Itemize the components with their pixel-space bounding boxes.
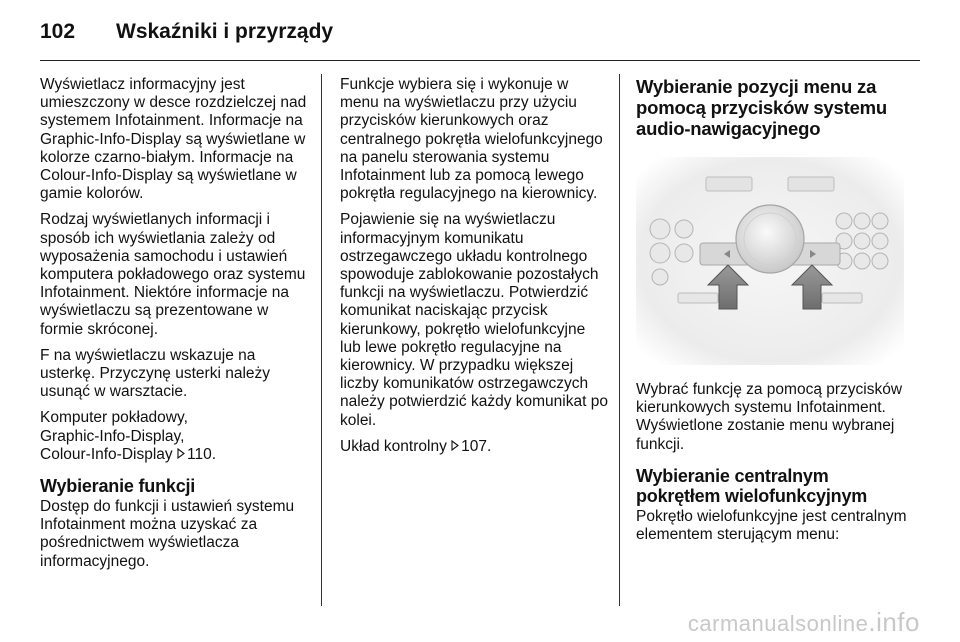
section-heading-audio-buttons: Wybieranie pozycji menu za pomocą przycisków systemu audio-nawigacyjnego [636,76,888,139]
reference-line-1: Komputer pokładowy, [40,409,188,427]
site-watermark: carmanualsonline.info [687,607,920,637]
infotainment-panel-illustration [636,157,904,365]
section-heading-select-function: Wybieranie funkcji [40,476,196,497]
page-title: Wskaźniki i przyrządy [116,20,334,43]
paragraph-function-access: Dostęp do funkcji i ustawień systemu Infotainment można uzyskać za pośrednictwem wyświetlacza informacyjnego. [40,498,295,570]
paragraph-menu-selection: Funkcje wybiera się i wykonuje w menu na wyświetlaczu przy użyciu przycisków kierunkowych oraz centralnego pokrętła wielofunkcyjnego na panelu sterowania systemu Infotainment lub za pomocą lewego pokrętła regulacyjnego na kierownicy. [340,76,603,203]
reference-line-2: Graphic-Info-Display, [40,427,185,445]
paragraph-display-intro: Wyświetlacz informacyjny jest umieszczony w desce rozdzielczej nad systemem Infotainment. Informacje na Graphic-Info-Display są wyświetlane w kolorze czarno-białym. Informacje na Colour-Info-Display są wyświetlane w gamie kolorów. [40,76,307,203]
reference-line-3: Colour-Info-Display [40,445,173,463]
paragraph-multifunction-knob: Pokrętło wielofunkcyjne jest centralnym elementem sterującym menu: [636,507,907,544]
reference-page-link[interactable]: 107. [461,437,492,455]
paragraph-direction-buttons: Wybrać funkcję za pomocą przycisków kierunkowych systemu Infotainment. Wyświetlone zostanie menu wybranej funkcji. [636,381,903,453]
reference-triangle-icon [451,438,459,456]
column-divider-left [321,74,322,606]
reference-text: Układ kontrolny [340,437,447,455]
paragraph-display-content: Rodzaj wyświetlanych informacji i sposób ich wyświetlania zależy od wyposażenia samochodu i ustawień komputera pokładowego oraz systemu Infotainment. Niektóre informacje na wyświetlaczu są prezentowane w formie skróconej. [40,211,306,338]
paragraph-warning-messages: Pojawienie się na wyświetlaczu informacyjnym komunikatu ostrzegawczego układu kontrolnego spowoduje zablokowanie pozostałych funkcji na wyświetlaczu. Potwierdzić komunikat naciskając przycisk kierunkowy, pokrętło wielofunkcyjne lub lewe pokrętło regulacyjne na kierownicy. W przypadku większej liczby komunikatów ostrzegawczych należy potwierdzić każdy komunikat po kolei. [340,211,608,429]
paragraph-check-control-ref [340,438,610,456]
text-column-1 [40,76,312,579]
column-divider-right [619,74,620,606]
reference-triangle-icon [177,446,185,464]
paragraph-cross-reference [40,409,312,464]
page-header [40,14,920,60]
text-column-2 [340,76,610,464]
header-divider [40,60,920,61]
reference-page-link[interactable]: 110. [186,445,217,463]
paragraph-fault-indicator: F na wyświetlaczu wskazuje na usterkę. Przyczynę usterki należy usunąć w warsztacie. [40,346,271,401]
section-heading-multifunction-knob: Wybieranie centralnym pokrętłem wielofunkcyjnym [636,465,868,506]
text-column-3 [636,76,916,552]
page-number: 102 [40,20,76,43]
